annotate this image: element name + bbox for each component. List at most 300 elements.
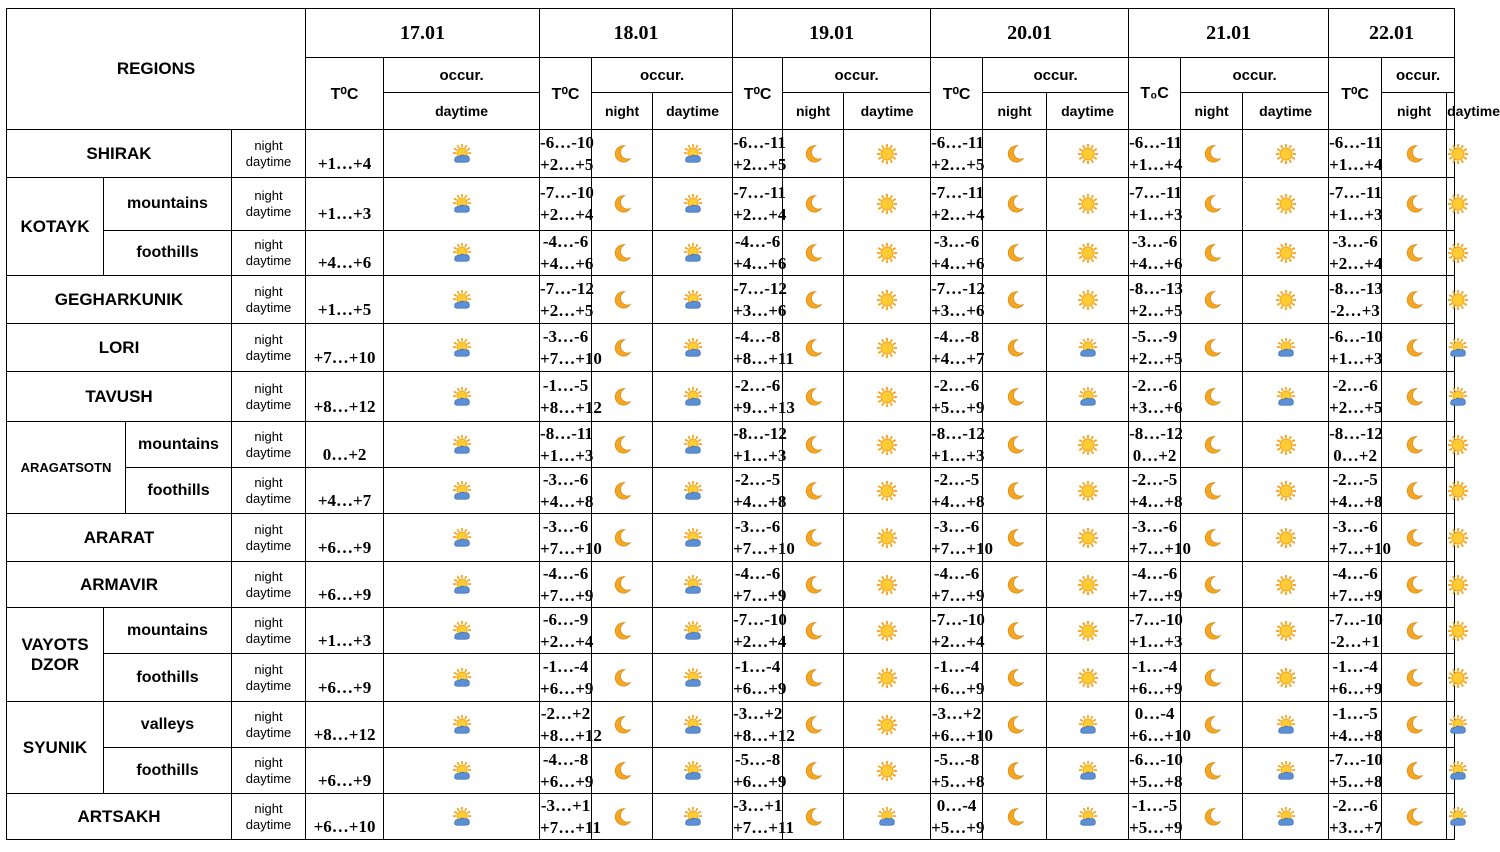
night-temperature: -7…-11 bbox=[1329, 183, 1382, 202]
temperature-cell bbox=[306, 178, 384, 231]
temperature-cell bbox=[931, 562, 983, 608]
daytime-occurrence-cell bbox=[844, 130, 931, 178]
moon-icon bbox=[802, 760, 824, 782]
temperature-cell bbox=[540, 130, 592, 178]
moon-icon bbox=[1403, 337, 1425, 359]
sun-icon bbox=[876, 434, 898, 456]
day-temperature: +5…+8 bbox=[1129, 771, 1183, 791]
region-name: ARAGATSOTN bbox=[7, 422, 126, 514]
moon-icon bbox=[1004, 434, 1026, 456]
temperature-cell bbox=[1129, 702, 1191, 748]
partly-cloudy-icon bbox=[682, 289, 704, 311]
night-occurrence-cell bbox=[983, 324, 1047, 372]
night-temperature: -3…+2 bbox=[931, 703, 982, 723]
night-temperature: -7…-12 bbox=[931, 278, 985, 298]
daytime-occurrence-cell bbox=[1447, 231, 1455, 276]
night-temperature: -3…-6 bbox=[542, 469, 589, 489]
temperature-cell bbox=[733, 130, 787, 178]
temperature-cell bbox=[931, 422, 983, 468]
night-temperature: -2…-6 bbox=[734, 375, 781, 395]
daytime-occurrence-cell bbox=[1047, 562, 1129, 608]
partly-cloudy-icon bbox=[451, 289, 473, 311]
sun-icon bbox=[1447, 620, 1469, 642]
night-temperature: -4…-6 bbox=[734, 563, 781, 583]
daytime-occurrence-cell bbox=[653, 468, 733, 514]
night-temperature: -4…-8 bbox=[542, 749, 589, 769]
daytime-header: daytime bbox=[384, 93, 540, 130]
daytime-occurrence-cell bbox=[1047, 514, 1129, 562]
temperature-cell bbox=[540, 231, 592, 276]
day-temperature: +2…+5 bbox=[540, 300, 594, 320]
moon-icon bbox=[1403, 806, 1425, 828]
daytime-occurrence-cell bbox=[1447, 794, 1455, 840]
partly-cloudy-icon bbox=[1275, 337, 1297, 359]
daytime-occurrence-cell bbox=[1243, 748, 1329, 794]
sun-icon bbox=[1447, 480, 1469, 502]
temperature-cell bbox=[540, 276, 592, 324]
daytime-label: daytime bbox=[245, 299, 292, 315]
daytime-label: daytime bbox=[245, 630, 292, 646]
day-temperature: +5…+9 bbox=[1129, 817, 1183, 837]
night-temperature: -1…-4 bbox=[734, 656, 781, 676]
moon-icon bbox=[1201, 242, 1223, 264]
night-temperature: -7…-11 bbox=[1129, 183, 1182, 202]
moon-icon bbox=[1004, 620, 1026, 642]
temperature-cell bbox=[931, 702, 993, 748]
sun-icon bbox=[876, 143, 898, 165]
partly-cloudy-icon bbox=[451, 337, 473, 359]
moon-icon bbox=[802, 480, 824, 502]
moon-icon bbox=[611, 714, 633, 736]
night-occurrence-cell bbox=[592, 130, 653, 178]
partly-cloudy-icon bbox=[1275, 760, 1297, 782]
night-occurrence-cell bbox=[783, 422, 844, 468]
temperature-cell bbox=[1329, 562, 1382, 608]
region-row bbox=[7, 276, 1455, 324]
region-name: ARARAT bbox=[7, 514, 232, 562]
night-label: night bbox=[254, 614, 283, 630]
partly-cloudy-icon bbox=[682, 337, 704, 359]
partly-cloudy-icon bbox=[1447, 386, 1469, 408]
partly-cloudy-icon bbox=[451, 620, 473, 642]
day-temperature: +8…+12 bbox=[540, 725, 602, 745]
moon-icon bbox=[1201, 193, 1223, 215]
night-temperature: -2…-6 bbox=[1332, 375, 1378, 395]
temperature-cell bbox=[733, 276, 787, 324]
night-temperature: -2…-6 bbox=[1131, 375, 1178, 395]
day-temperature: +2…+5 bbox=[1329, 397, 1383, 417]
sun-icon bbox=[876, 386, 898, 408]
day-temperature: +4…+6 bbox=[317, 253, 372, 272]
night-daytime-label bbox=[232, 748, 306, 794]
partly-cloudy-icon bbox=[1077, 337, 1099, 359]
moon-icon bbox=[1004, 242, 1026, 264]
subregion-name: foothills bbox=[126, 468, 232, 514]
sun-icon bbox=[876, 714, 898, 736]
date-header: 18.01 bbox=[540, 9, 733, 58]
daytime-occurrence-cell bbox=[1243, 422, 1329, 468]
day-temperature: +1…+3 bbox=[317, 204, 372, 223]
temperature-cell bbox=[1129, 468, 1181, 514]
night-label: night bbox=[254, 237, 283, 252]
moon-icon bbox=[611, 143, 633, 165]
moon-icon bbox=[1004, 527, 1026, 549]
moon-icon bbox=[1004, 574, 1026, 596]
day-temperature: +7…+10 bbox=[313, 347, 376, 367]
night-occurrence-cell bbox=[983, 748, 1047, 794]
night-temperature: -7…-10 bbox=[1329, 749, 1383, 769]
night-daytime-label bbox=[232, 324, 306, 372]
daytime-occurrence-cell bbox=[1243, 794, 1329, 840]
daytime-occurrence-cell bbox=[1047, 231, 1129, 276]
day-temperature: +7…+9 bbox=[1329, 585, 1383, 605]
night-occurrence-cell bbox=[592, 468, 653, 514]
night-temperature: -1…-4 bbox=[542, 656, 589, 676]
moon-icon bbox=[1201, 806, 1223, 828]
daytime-occurrence-cell bbox=[1243, 324, 1329, 372]
daytime-occurrence-cell bbox=[844, 748, 931, 794]
night-label: night bbox=[254, 188, 283, 203]
temperature-cell bbox=[931, 748, 983, 794]
night-temperature: -6…-9 bbox=[542, 609, 589, 629]
daytime-occurrence-cell bbox=[844, 562, 931, 608]
day-temperature: +8…+12 bbox=[313, 724, 376, 744]
night-occurrence-cell bbox=[783, 468, 844, 514]
temperature-cell bbox=[306, 702, 384, 748]
region-name: TAVUSH bbox=[7, 372, 232, 422]
region-row bbox=[7, 562, 1455, 608]
night-temperature: -4…-6 bbox=[1131, 563, 1178, 583]
daytime-occurrence-cell bbox=[653, 748, 733, 794]
subregion-name: mountains bbox=[104, 178, 232, 231]
day-temperature: 0…+2 bbox=[322, 444, 367, 464]
moon-icon bbox=[611, 386, 633, 408]
day-temperature: +2…+4 bbox=[733, 205, 787, 224]
day-temperature: +5…+9 bbox=[931, 817, 985, 837]
partly-cloudy-icon bbox=[876, 806, 898, 828]
night-label: night bbox=[254, 661, 283, 677]
sun-icon bbox=[1077, 480, 1099, 502]
region-name: LORI bbox=[7, 324, 232, 372]
temperature-cell bbox=[306, 231, 384, 276]
moon-icon bbox=[802, 143, 824, 165]
occurrence-cell bbox=[384, 654, 540, 702]
partly-cloudy-icon bbox=[682, 242, 704, 264]
occurrence-header: occur. bbox=[592, 58, 733, 93]
temperature-cell bbox=[1329, 514, 1391, 562]
partly-cloudy-icon bbox=[451, 760, 473, 782]
day-temperature: +2…+5 bbox=[1129, 300, 1183, 320]
night-occurrence-cell bbox=[1181, 178, 1243, 231]
night-temperature: -3…-6 bbox=[734, 516, 781, 536]
day-temperature: +1…+3 bbox=[931, 445, 985, 465]
region-name: VAYOTS DZOR bbox=[7, 608, 104, 702]
day-temperature: +4…+6 bbox=[540, 254, 594, 273]
temperature-cell bbox=[1129, 276, 1181, 324]
daytime-occurrence-cell bbox=[653, 178, 733, 231]
region-row bbox=[7, 748, 1455, 794]
night-temperature: -7…-12 bbox=[733, 278, 787, 298]
day-temperature: +2…+4 bbox=[1329, 254, 1383, 273]
sun-icon bbox=[876, 667, 898, 689]
region-row bbox=[7, 468, 1455, 514]
night-label: night bbox=[254, 521, 283, 537]
temperature-cell bbox=[540, 514, 602, 562]
sun-icon bbox=[1275, 289, 1297, 311]
temperature-cell bbox=[931, 324, 983, 372]
daytime-label: daytime bbox=[245, 724, 292, 740]
temperature-cell bbox=[1129, 324, 1181, 372]
temperature-cell bbox=[540, 654, 592, 702]
night-occurrence-cell bbox=[983, 178, 1047, 231]
moon-icon bbox=[1403, 242, 1425, 264]
partly-cloudy-icon bbox=[451, 193, 473, 215]
night-occurrence-cell bbox=[783, 748, 844, 794]
temperature-cell bbox=[1329, 130, 1382, 178]
moon-icon bbox=[611, 760, 633, 782]
daytime-occurrence-cell bbox=[1243, 130, 1329, 178]
night-daytime-label bbox=[232, 372, 306, 422]
night-temperature: -6…-11 bbox=[1129, 132, 1182, 152]
day-temperature: +7…+10 bbox=[1129, 538, 1191, 558]
night-occurrence-cell bbox=[1181, 276, 1243, 324]
day-temperature: +1…+3 bbox=[317, 630, 372, 650]
night-temperature: -6…-11 bbox=[733, 132, 786, 152]
sun-icon bbox=[1275, 143, 1297, 165]
daytime-occurrence-cell bbox=[653, 324, 733, 372]
day-temperature: +7…+9 bbox=[540, 585, 594, 605]
date-header: 20.01 bbox=[931, 9, 1129, 58]
night-label: night bbox=[254, 331, 283, 347]
day-temperature: +7…+10 bbox=[733, 538, 795, 558]
day-temperature: -2…+1 bbox=[1330, 631, 1380, 651]
partly-cloudy-icon bbox=[1275, 714, 1297, 736]
temperature-cell bbox=[733, 794, 794, 840]
night-temperature: -3…+2 bbox=[733, 703, 783, 723]
temperature-cell bbox=[733, 422, 787, 468]
daytime-occurrence-cell bbox=[1447, 276, 1455, 324]
night-occurrence-cell bbox=[1181, 468, 1243, 514]
occurrence-cell bbox=[384, 372, 540, 422]
daytime-occurrence-cell bbox=[1243, 372, 1329, 422]
night-temperature: -6…-10 bbox=[540, 132, 594, 152]
daytime-occurrence-cell bbox=[1447, 608, 1455, 654]
night-temperature: -3…-6 bbox=[542, 516, 589, 536]
night-label: night bbox=[254, 568, 283, 584]
night-temperature: 0…-4 bbox=[1134, 703, 1175, 723]
daytime-occurrence-cell bbox=[1243, 562, 1329, 608]
day-temperature: +8…+12 bbox=[313, 396, 376, 416]
daytime-label: daytime bbox=[245, 537, 292, 553]
forecast-table bbox=[6, 8, 1500, 840]
partly-cloudy-icon bbox=[1447, 760, 1469, 782]
temperature-cell bbox=[1329, 178, 1382, 231]
daytime-occurrence-cell bbox=[1047, 608, 1129, 654]
partly-cloudy-icon bbox=[451, 714, 473, 736]
day-temperature: +1…+5 bbox=[317, 299, 372, 319]
temperature-cell bbox=[1329, 468, 1382, 514]
moon-icon bbox=[1201, 337, 1223, 359]
night-occurrence-cell bbox=[983, 422, 1047, 468]
occurrence-cell bbox=[384, 324, 540, 372]
occurrence-header: occur. bbox=[1382, 58, 1455, 93]
daytime-occurrence-cell bbox=[844, 608, 931, 654]
temperature-cell bbox=[1329, 324, 1382, 372]
day-temperature: +1…+3 bbox=[1329, 205, 1383, 224]
partly-cloudy-icon bbox=[682, 143, 704, 165]
day-temperature: +3…+6 bbox=[733, 300, 787, 320]
moon-icon bbox=[802, 337, 824, 359]
day-temperature: +4…+6 bbox=[1129, 254, 1183, 273]
temperature-cell bbox=[306, 372, 384, 422]
night-occurrence-cell bbox=[1382, 231, 1447, 276]
temperature-cell bbox=[540, 794, 601, 840]
night-temperature: -2…-5 bbox=[1131, 469, 1178, 489]
night-daytime-label bbox=[232, 422, 306, 468]
night-temperature: -3…-6 bbox=[1332, 516, 1378, 536]
moon-icon bbox=[611, 337, 633, 359]
night-temperature: -2…-6 bbox=[933, 375, 980, 395]
moon-icon bbox=[1004, 337, 1026, 359]
day-temperature: +3…+7 bbox=[1329, 817, 1383, 837]
daytime-occurrence-cell bbox=[1047, 748, 1129, 794]
temperature-cell bbox=[733, 748, 787, 794]
temperature-cell bbox=[733, 324, 794, 372]
temp-header: T⁰C bbox=[1329, 58, 1382, 130]
region-name: SYUNIK bbox=[7, 702, 104, 794]
day-temperature: +4…+7 bbox=[317, 490, 372, 510]
moon-icon bbox=[1201, 434, 1223, 456]
temperature-cell bbox=[1329, 702, 1382, 748]
night-temperature: -8…-13 bbox=[1329, 278, 1383, 298]
moon-icon bbox=[802, 714, 824, 736]
moon-icon bbox=[1403, 620, 1425, 642]
temperature-cell bbox=[1329, 608, 1382, 654]
partly-cloudy-icon bbox=[682, 480, 704, 502]
daytime-occurrence-cell bbox=[653, 514, 733, 562]
temperature-cell bbox=[306, 608, 384, 654]
night-temperature: -5…-8 bbox=[933, 749, 980, 769]
day-temperature: +9…+13 bbox=[733, 397, 795, 417]
night-occurrence-cell bbox=[592, 231, 653, 276]
temperature-cell bbox=[1129, 514, 1191, 562]
night-daytime-label bbox=[232, 178, 306, 231]
sun-icon bbox=[1077, 574, 1099, 596]
night-occurrence-cell bbox=[1382, 654, 1447, 702]
temperature-cell bbox=[931, 468, 983, 514]
night-label: night bbox=[254, 708, 283, 724]
night-occurrence-cell bbox=[983, 468, 1047, 514]
temperature-cell bbox=[540, 608, 592, 654]
occurrence-cell bbox=[384, 608, 540, 654]
temperature-cell bbox=[733, 178, 787, 231]
partly-cloudy-icon bbox=[451, 574, 473, 596]
sun-icon bbox=[876, 337, 898, 359]
night-temperature: -7…-12 bbox=[540, 278, 594, 298]
night-occurrence-cell bbox=[783, 654, 844, 702]
partly-cloudy-icon bbox=[1077, 760, 1099, 782]
temperature-cell bbox=[306, 324, 384, 372]
regions-header: REGIONS bbox=[7, 9, 306, 130]
partly-cloudy-icon bbox=[451, 434, 473, 456]
day-temperature: +5…+8 bbox=[1329, 771, 1383, 791]
night-temperature: -3…+1 bbox=[540, 795, 591, 815]
daytime-header: daytime bbox=[1047, 93, 1129, 130]
night-temperature: -1…-5 bbox=[1131, 795, 1178, 815]
night-temperature: -3…+1 bbox=[733, 795, 783, 815]
day-temperature: +6…+9 bbox=[317, 584, 372, 604]
partly-cloudy-icon bbox=[1077, 714, 1099, 736]
moon-icon bbox=[611, 574, 633, 596]
night-temperature: -7…-10 bbox=[1129, 609, 1183, 629]
occurrence-cell bbox=[384, 130, 540, 178]
day-temperature: +1…+3 bbox=[733, 445, 787, 465]
daytime-occurrence-cell bbox=[1047, 276, 1129, 324]
daytime-occurrence-cell bbox=[653, 654, 733, 702]
day-temperature: +2…+4 bbox=[931, 205, 985, 224]
sun-icon bbox=[1077, 143, 1099, 165]
sun-icon bbox=[1077, 620, 1099, 642]
night-occurrence-cell bbox=[592, 422, 653, 468]
sun-icon bbox=[876, 760, 898, 782]
night-occurrence-cell bbox=[983, 654, 1047, 702]
date-header: 22.01 bbox=[1329, 9, 1455, 58]
night-label: night bbox=[254, 380, 283, 396]
temperature-cell bbox=[931, 130, 983, 178]
temperature-cell bbox=[1129, 562, 1181, 608]
daytime-label: daytime bbox=[245, 253, 292, 268]
night-label: night bbox=[254, 137, 283, 153]
sun-icon bbox=[1447, 527, 1469, 549]
temperature-cell bbox=[733, 608, 787, 654]
partly-cloudy-icon bbox=[451, 806, 473, 828]
day-temperature: +4…+8 bbox=[1329, 491, 1383, 511]
date-header: 19.01 bbox=[733, 9, 931, 58]
partly-cloudy-icon bbox=[451, 386, 473, 408]
night-occurrence-cell bbox=[592, 276, 653, 324]
night-temperature: -3…-6 bbox=[1131, 232, 1178, 251]
night-temperature: -8…-12 bbox=[931, 423, 985, 443]
temperature-cell bbox=[733, 372, 795, 422]
daytime-occurrence-cell bbox=[844, 468, 931, 514]
daytime-occurrence-cell bbox=[1447, 748, 1455, 794]
night-temperature: -1…-4 bbox=[1332, 656, 1378, 676]
day-temperature: +6…+9 bbox=[931, 678, 985, 698]
temp-header: T⁰C bbox=[733, 58, 783, 130]
moon-icon bbox=[1403, 434, 1425, 456]
sun-icon bbox=[1447, 434, 1469, 456]
night-occurrence-cell bbox=[592, 608, 653, 654]
night-occurrence-cell bbox=[1181, 231, 1243, 276]
night-temperature: -7…-10 bbox=[1329, 609, 1383, 629]
region-name: SHIRAK bbox=[7, 130, 232, 178]
occurrence-cell bbox=[384, 748, 540, 794]
moon-icon bbox=[1201, 143, 1223, 165]
moon-icon bbox=[1201, 667, 1223, 689]
night-temperature: -6…-11 bbox=[1329, 132, 1382, 152]
daytime-label: daytime bbox=[245, 153, 292, 169]
night-temperature: -4…-8 bbox=[734, 326, 781, 346]
daytime-occurrence-cell bbox=[1047, 654, 1129, 702]
daytime-label: daytime bbox=[245, 816, 292, 832]
temperature-cell bbox=[306, 514, 384, 562]
temperature-cell bbox=[733, 702, 795, 748]
day-temperature: +4…+6 bbox=[931, 254, 985, 273]
night-occurrence-cell bbox=[1181, 372, 1243, 422]
day-temperature: +6…+9 bbox=[1129, 678, 1183, 698]
temperature-cell bbox=[931, 231, 983, 276]
region-row bbox=[7, 130, 1455, 178]
